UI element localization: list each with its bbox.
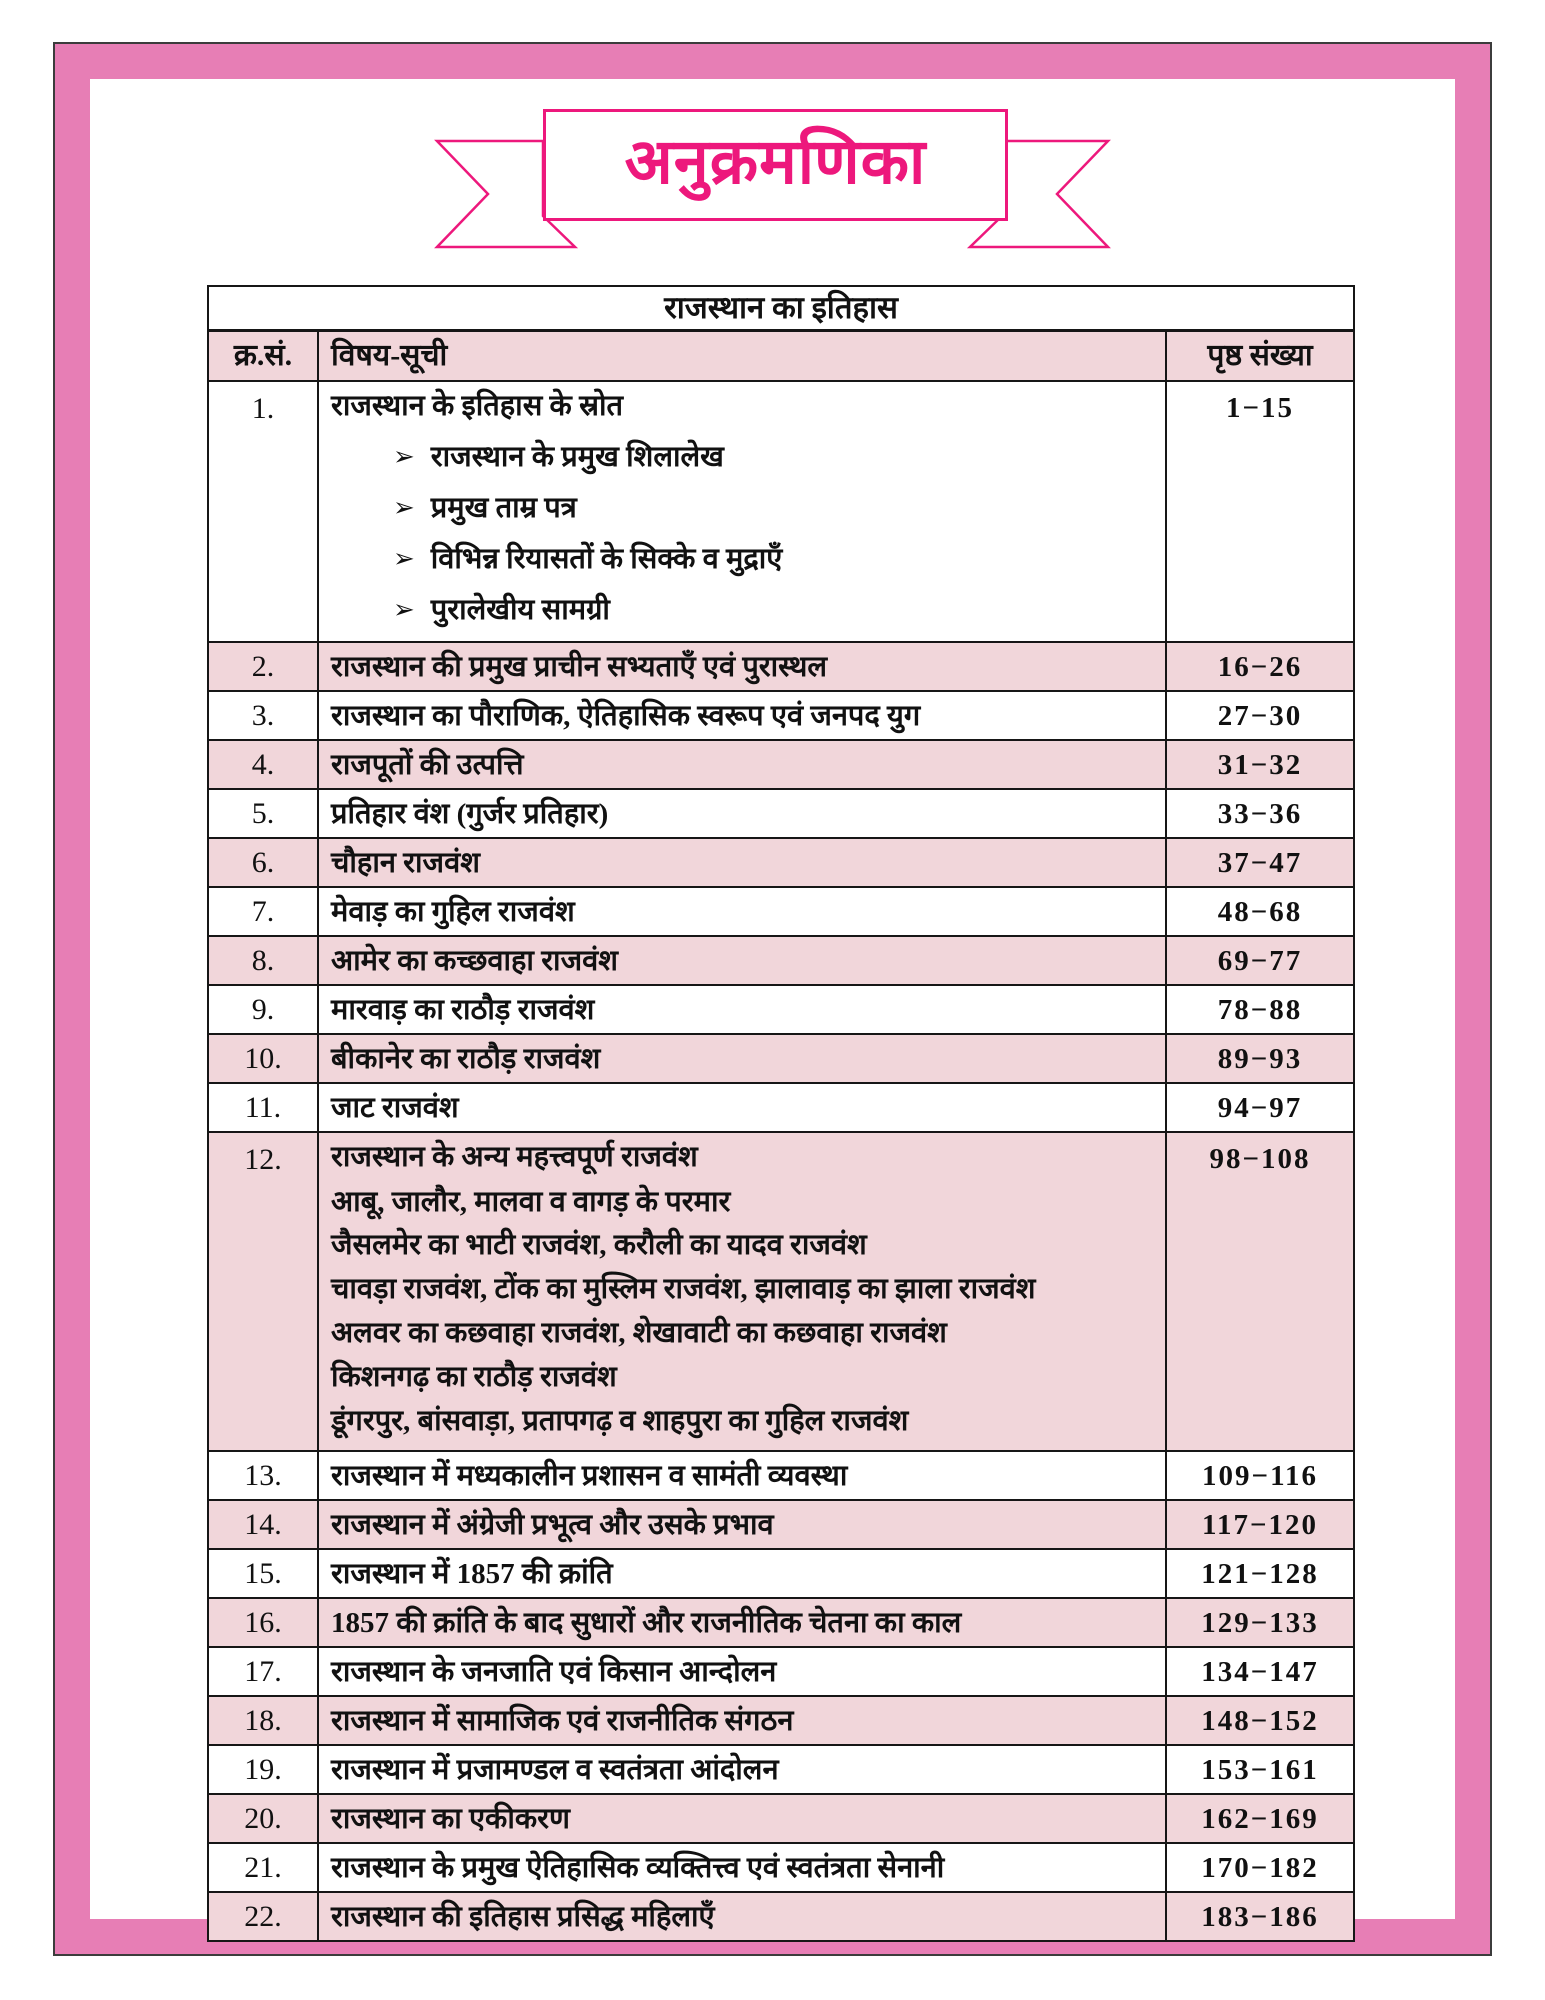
row-serial: 15. (208, 1549, 318, 1598)
table-row (208, 1745, 1354, 1794)
row-serial: 1. (208, 381, 318, 642)
row-serial: 9. (208, 985, 318, 1034)
row-pages: 121−128 (1166, 1549, 1354, 1598)
table-row (208, 1647, 1354, 1696)
table-row (208, 985, 1354, 1034)
row-subject-title: राजस्थान का एकीकरण (331, 1802, 570, 1835)
row-subject (318, 1500, 1166, 1549)
row-subject-title: जाट राजवंश (331, 1091, 459, 1124)
column-header-serial: क्र.सं. (208, 331, 318, 382)
table-row (208, 789, 1354, 838)
row-subject-title: राजस्थान में प्रजामण्डल व स्वतंत्रता आंदोलन (331, 1753, 779, 1786)
sub-item-label: पुरालेखीय सामग्री (430, 593, 610, 626)
table-row (208, 838, 1354, 887)
row-serial: 3. (208, 691, 318, 740)
row-pages: 31−32 (1166, 740, 1354, 789)
row-subject (318, 1549, 1166, 1598)
row-serial: 21. (208, 1843, 318, 1892)
row-subject (318, 1745, 1166, 1794)
row-pages: 134−147 (1166, 1647, 1354, 1696)
row-subject-title: आमेर का कच्छवाहा राजवंश (331, 944, 618, 977)
row-subject-title: राजस्थान का पौराणिक, ऐतिहासिक स्वरूप एवं जनपद युग (331, 699, 921, 732)
row-pages: 183−186 (1166, 1892, 1354, 1941)
column-header-subject: विषय-सूची (318, 331, 1166, 382)
row-subject-title: चौहान राजवंश (331, 846, 480, 879)
row-subject-title: बीकानेर का राठौड़ राजवंश (331, 1042, 601, 1075)
table-row (208, 642, 1354, 691)
row-subject-title: राजस्थान में 1857 की क्रांति (331, 1557, 613, 1590)
row-subject (318, 381, 1166, 642)
row-pages: 33−36 (1166, 789, 1354, 838)
row-serial: 11. (208, 1083, 318, 1132)
row-serial: 12. (208, 1132, 318, 1451)
row-pages: 148−152 (1166, 1696, 1354, 1745)
row-pages: 98−108 (1166, 1132, 1354, 1451)
sub-item (331, 440, 1165, 475)
row-pages: 94−97 (1166, 1083, 1354, 1132)
row-serial: 7. (208, 887, 318, 936)
row-subject-title: राजस्थान के अन्य महत्त्वपूर्ण राजवंश (331, 1141, 698, 1174)
row-serial: 20. (208, 1794, 318, 1843)
table-row (208, 691, 1354, 740)
row-subject (318, 1794, 1166, 1843)
row-serial: 5. (208, 789, 318, 838)
row-subject (318, 1843, 1166, 1892)
table-caption: राजस्थान का इतिहास (208, 286, 1354, 331)
row-subject-title: राजपूतों की उत्पत्ति (331, 748, 524, 781)
row-serial: 13. (208, 1451, 318, 1500)
row-serial: 18. (208, 1696, 318, 1745)
table-row (208, 1451, 1354, 1500)
row-subject-title: राजस्थान की प्रमुख प्राचीन सभ्यताएँ एवं पुरास्थल (331, 650, 828, 683)
sub-line: किशनगढ़ का राठौड़ राजवंश (331, 1360, 617, 1393)
sub-line: अलवर का कछवाहा राजवंश, शेखावाटी का कछवाहा राजवंश (331, 1317, 947, 1350)
arrow-bullet-icon: ➢ (393, 543, 415, 574)
toc-table (207, 285, 1355, 1942)
row-subject (318, 1598, 1166, 1647)
row-pages: 1−15 (1166, 381, 1354, 642)
row-serial: 2. (208, 642, 318, 691)
row-subject (318, 838, 1166, 887)
table-row (208, 381, 1354, 642)
table-row (208, 1794, 1354, 1843)
sub-item-label: प्रमुख ताम्र पत्र (430, 492, 577, 525)
banner-title-box (543, 109, 1008, 221)
row-serial: 16. (208, 1598, 318, 1647)
sub-item (331, 542, 1165, 577)
row-subject (318, 691, 1166, 740)
row-pages: 69−77 (1166, 936, 1354, 985)
row-serial: 22. (208, 1892, 318, 1941)
table-row (208, 936, 1354, 985)
row-pages: 48−68 (1166, 887, 1354, 936)
row-subject (318, 1451, 1166, 1500)
row-subject (318, 1083, 1166, 1132)
arrow-bullet-icon: ➢ (393, 594, 415, 625)
arrow-bullet-icon: ➢ (393, 442, 415, 473)
table-row (208, 887, 1354, 936)
row-subject-title: राजस्थान में सामाजिक एवं राजनीतिक संगठन (331, 1704, 794, 1737)
row-subject (318, 1696, 1166, 1745)
sub-line: चावड़ा राजवंश, टोंक का मुस्लिम राजवंश, झालावाड़ का झाला राजवंश (331, 1273, 1036, 1306)
row-pages: 78−88 (1166, 985, 1354, 1034)
row-subject-title: राजस्थान के जनजाति एवं किसान आन्दोलन (331, 1655, 777, 1688)
row-pages: 37−47 (1166, 838, 1354, 887)
row-serial: 10. (208, 1034, 318, 1083)
row-subject-title: राजस्थान की इतिहास प्रसिद्ध महिलाएँ (331, 1900, 715, 1933)
column-header-pages: पृष्ठ संख्या (1166, 331, 1354, 382)
table-row (208, 1892, 1354, 1941)
row-serial: 6. (208, 838, 318, 887)
row-subject-title: राजस्थान के प्रमुख ऐतिहासिक व्यक्तित्त्व एवं स्वतंत्रता सेनानी (331, 1851, 945, 1884)
row-serial: 17. (208, 1647, 318, 1696)
row-serial: 19. (208, 1745, 318, 1794)
row-subject (318, 936, 1166, 985)
row-subject-title: 1857 की क्रांति के बाद सुधारों और राजनीतिक चेतना का काल (331, 1606, 962, 1639)
row-serial: 14. (208, 1500, 318, 1549)
table-row (208, 1500, 1354, 1549)
toc-body (208, 381, 1354, 1941)
row-pages: 129−133 (1166, 1598, 1354, 1647)
sub-line: जैसलमेर का भाटी राजवंश, करौली का यादव राजवंश (331, 1229, 867, 1262)
row-pages: 16−26 (1166, 642, 1354, 691)
row-subject-title: मारवाड़ का राठौड़ राजवंश (331, 993, 595, 1026)
sub-item (331, 491, 1165, 526)
row-pages: 170−182 (1166, 1843, 1354, 1892)
table-row (208, 740, 1354, 789)
sub-item-label: राजस्थान के प्रमुख शिलालेख (430, 441, 724, 474)
row-subject (318, 985, 1166, 1034)
row-subject (318, 1132, 1166, 1451)
row-pages: 153−161 (1166, 1745, 1354, 1794)
row-subject-title: राजस्थान में मध्यकालीन प्रशासन व सामंती व्यवस्था (331, 1459, 848, 1492)
sub-line: डूंगरपुर, बांसवाड़ा, प्रतापगढ़ व शाहपुरा का गुहिल राजवंश (331, 1404, 909, 1437)
row-pages: 27−30 (1166, 691, 1354, 740)
table-row (208, 1034, 1354, 1083)
row-subject-title: राजस्थान में अंग्रेजी प्रभूत्व और उसके प्रभाव (331, 1508, 774, 1541)
row-pages: 109−116 (1166, 1451, 1354, 1500)
page-title: अनुक्रमणिका (624, 126, 927, 197)
row-pages: 117−120 (1166, 1500, 1354, 1549)
row-subject-title: मेवाड़ का गुहिल राजवंश (331, 895, 575, 928)
table-header-row (208, 331, 1354, 382)
row-subject (318, 1892, 1166, 1941)
row-pages: 89−93 (1166, 1034, 1354, 1083)
table-caption-row (208, 286, 1354, 331)
row-subject (318, 1034, 1166, 1083)
row-serial: 8. (208, 936, 318, 985)
table-row (208, 1696, 1354, 1745)
table-row (208, 1598, 1354, 1647)
row-subject (318, 740, 1166, 789)
row-subject (318, 1647, 1166, 1696)
row-subject (318, 789, 1166, 838)
row-serial: 4. (208, 740, 318, 789)
table-row (208, 1083, 1354, 1132)
table-row (208, 1549, 1354, 1598)
row-subject (318, 887, 1166, 936)
row-subject-title: प्रतिहार वंश (गुर्जर प्रतिहार) (331, 797, 609, 830)
arrow-bullet-icon: ➢ (393, 493, 415, 524)
sub-item (331, 593, 1165, 628)
row-subject-title: राजस्थान के इतिहास के स्रोत (331, 390, 624, 422)
row-subject (318, 642, 1166, 691)
row-pages: 162−169 (1166, 1794, 1354, 1843)
sub-line: आबू, जालौर, मालवा व वागड़ के परमार (331, 1185, 731, 1218)
sub-item-label: विभिन्न रियासतों के सिक्के व मुद्राएँ (430, 542, 783, 575)
table-row (208, 1132, 1354, 1451)
table-row (208, 1843, 1354, 1892)
